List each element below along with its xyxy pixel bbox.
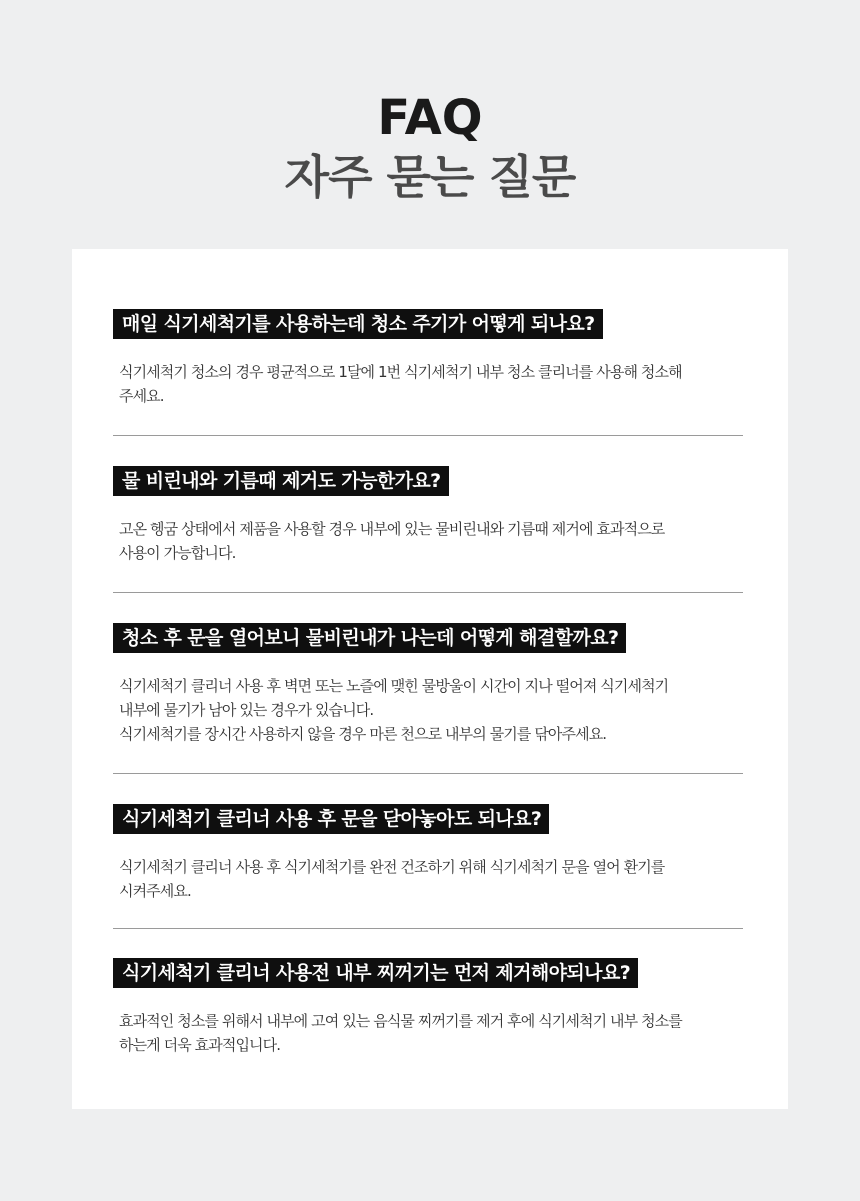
faq-divider <box>113 928 743 929</box>
faq-answer-line: 하는게 더욱 효과적입니다. <box>119 1036 281 1054</box>
faq-question: 청소 후 문을 열어보니 물비린내가 나는데 어떻게 해결할까요? <box>113 623 626 653</box>
faq-question: 식기세척기 클리너 사용 후 문을 닫아놓아도 되나요? <box>113 804 549 834</box>
faq-divider <box>113 773 743 774</box>
faq-answer <box>113 855 743 903</box>
faq-item <box>113 623 743 746</box>
faq-divider <box>113 592 743 593</box>
faq-answer-line: 효과적인 청소를 위해서 내부에 고여 있는 음식물 찌꺼기를 제거 후에 식기세척기 내부 청소를 <box>119 1012 682 1030</box>
faq-answer-line: 주세요. <box>119 387 164 405</box>
faq-divider <box>113 435 743 436</box>
faq-question: 물 비린내와 기름때 제거도 가능한가요? <box>113 466 449 496</box>
faq-panel <box>72 249 788 1109</box>
faq-item <box>113 309 743 408</box>
faq-question: 매일 식기세척기를 사용하는데 청소 주기가 어떻게 되나요? <box>113 309 603 339</box>
faq-answer-line: 사용이 가능합니다. <box>119 544 236 562</box>
page-title: FAQ <box>377 90 483 146</box>
faq-item <box>113 958 743 1057</box>
faq-answer <box>113 360 743 408</box>
faq-answer <box>113 674 743 746</box>
faq-answer <box>113 1009 743 1057</box>
faq-answer-line: 식기세척기를 장시간 사용하지 않을 경우 마른 천으로 내부의 물기를 닦아주세요. <box>119 725 607 743</box>
faq-item <box>113 804 743 903</box>
faq-answer-line: 식기세척기 청소의 경우 평균적으로 1달에 1번 식기세척기 내부 청소 클리너를 사용해 청소해 <box>119 363 682 381</box>
faq-item <box>113 466 743 565</box>
faq-answer <box>113 517 743 565</box>
page-subtitle: 자주 묻는 질문 <box>284 150 576 204</box>
faq-question: 식기세척기 클리너 사용전 내부 찌꺼기는 먼저 제거해야되나요? <box>113 958 638 988</box>
page-header <box>0 88 860 206</box>
faq-answer-line: 내부에 물기가 남아 있는 경우가 있습니다. <box>119 701 374 719</box>
faq-answer-line: 시켜주세요. <box>119 882 191 900</box>
faq-answer-line: 고온 헹굼 상태에서 제품을 사용할 경우 내부에 있는 물비린내와 기름때 제거에 효과적으로 <box>119 520 665 538</box>
faq-answer-line: 식기세척기 클리너 사용 후 식기세척기를 완전 건조하기 위해 식기세척기 문을 열어 환기를 <box>119 858 665 876</box>
faq-answer-line: 식기세척기 클리너 사용 후 벽면 또는 노즐에 맺힌 물방울이 시간이 지나 떨어져 식기세척기 <box>119 677 669 695</box>
